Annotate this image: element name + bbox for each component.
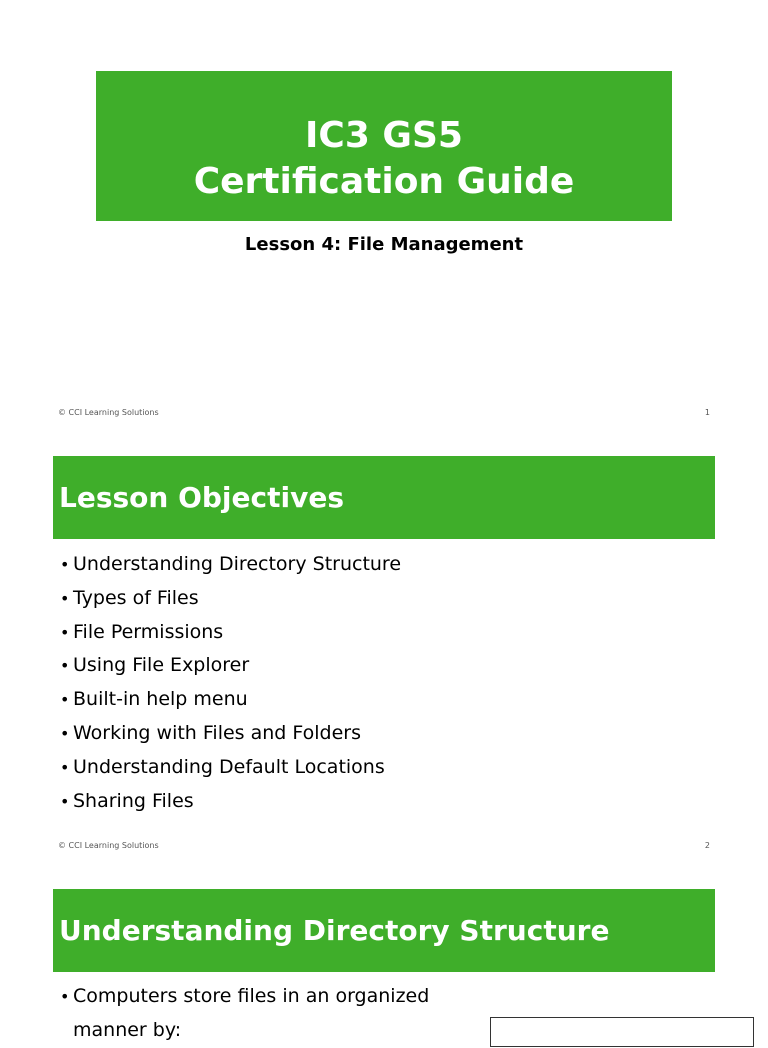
copyright-text: © CCI Learning Solutions (58, 408, 159, 417)
list-item-text: Understanding Default Locations (73, 755, 385, 778)
title-line-1: IC3 GS5 (305, 115, 463, 156)
page-number: 1 (704, 408, 710, 417)
page-number: 2 (704, 841, 710, 850)
slide-footer (58, 408, 710, 417)
slide-1 (0, 0, 768, 433)
bullet-dot-icon: • (60, 588, 70, 608)
list-item-text: Types of Files (73, 586, 199, 609)
bullet-dot-icon: • (60, 987, 70, 1006)
list-item-text: Understanding Directory Structure (73, 553, 402, 575)
bullet-dot-icon: • (60, 757, 70, 777)
list-item-text: Using File Explorer (73, 654, 250, 677)
objectives-list (60, 548, 401, 818)
list-item (60, 582, 401, 616)
list-item-text: Computers store files in an organized (73, 985, 430, 1007)
slide-footer (58, 841, 710, 850)
lesson-subtitle: Lesson 4: File Management (244, 234, 524, 255)
list-item (60, 751, 401, 785)
list-item (60, 785, 401, 819)
list-item-text: Sharing Files (73, 789, 194, 812)
bullet-dot-icon: • (60, 690, 70, 710)
bullet-dot-icon: • (60, 555, 70, 574)
copyright-text: © CCI Learning Solutions (58, 841, 159, 850)
list-item-text: Built-in help menu (73, 688, 248, 711)
title-line-2: Certification Guide (193, 161, 575, 202)
list-item (60, 980, 429, 1014)
slide-heading: Understanding Directory Structure (53, 889, 715, 972)
content-list (60, 980, 429, 1048)
list-item-text: File Permissions (73, 620, 224, 643)
list-item (60, 683, 401, 717)
bullet-dot-icon: • (60, 723, 70, 743)
bullet-dot-icon: • (60, 622, 70, 642)
slide-3 (0, 866, 768, 1041)
bullet-dot-icon: • (60, 656, 70, 676)
list-item (60, 616, 401, 650)
screenshot-image (490, 1017, 754, 1047)
list-item-text: Working with Files and Folders (73, 721, 362, 744)
bullet-dot-icon: • (60, 791, 70, 811)
list-item (60, 548, 401, 582)
list-item (60, 649, 401, 683)
title-box (96, 71, 672, 221)
list-item-text: manner by: (73, 1018, 182, 1041)
slide-heading: Lesson Objectives (53, 456, 715, 539)
list-item (60, 1014, 429, 1048)
slide-2 (0, 433, 768, 866)
list-item (60, 717, 401, 751)
